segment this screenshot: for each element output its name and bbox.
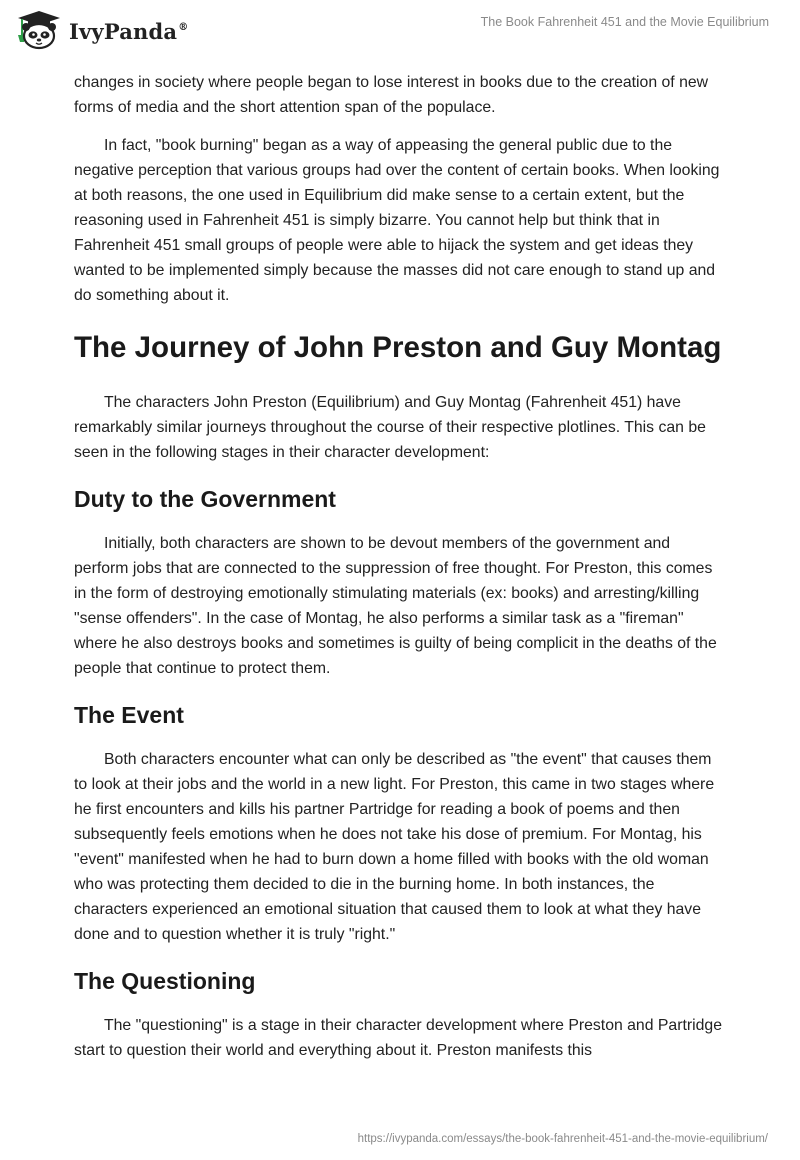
subheading-duty: Duty to the Government [74, 486, 336, 512]
section-heading-journey: The Journey of John Preston and Guy Montag [74, 331, 722, 364]
ivypanda-logo[interactable] [14, 9, 188, 51]
subheading-questioning: The Questioning [74, 968, 256, 994]
paragraph-event: Both characters encounter what can only be described as "the event" that causes them to look at their jobs and the world in a new light. For Preston, this came in two stages where he first encounters and kills his partner Partridge for reading a book of poems and then subsequently feels emotions when he does not take his dose of premium. For Montag, his "event" manifested when he had to burn down a home filled with books with the old woman who was protecting them decided to die in the burning home. In both instances, the characters experienced an emotional situation that caused them to look at what they have done and to question whether it is truly "right." [74, 751, 715, 943]
document-title: The Book Fahrenheit 451 and the Movie Equilibrium [480, 15, 769, 29]
page-header [0, 0, 800, 70]
paragraph-duty: Initially, both characters are shown to be devout members of the government and perform jobs that are connected to the suppression of free thought. For Preston, this comes in the form of destroying emotionally stimulating materials (ex: books) and arresting/killing "sense offenders". In the case of Montag, he also performs a similar task as a "fireman" where he also destroys books and sometimes is guilty of being complicit in the deaths of the people that continue to protect them. [74, 535, 717, 677]
essay-content [74, 70, 726, 1076]
source-url[interactable]: https://ivypanda.com/essays/the-book-fahrenheit-451-and-the-movie-equilibrium/ [357, 1133, 768, 1145]
brand-name: IvyPanda® [69, 18, 189, 44]
subheading-event: The Event [74, 702, 184, 728]
paragraph-book-burning: In fact, "book burning" began as a way of appeasing the general public due to the negative perception that various groups had over the content of certain books. When looking at both reasons, the one used in Equilibrium did make sense to a certain extent, but the reasoning used in Fahrenheit 451 is simply bizarre. You cannot help but think that in Fahrenheit 451 small groups of people were able to hijack the system and get ideas they wanted to be implemented simply because the masses did not care enough to stand up and do something about it. [74, 137, 720, 304]
paragraph-continued: changes in society where people began to lose interest in books due to the creation of new forms of media and the short attention span of the populace. [74, 74, 709, 116]
paragraph-questioning: The "questioning" is a stage in their character development where Preston and Partridge start to question their world and everything about it. Preston manifests this [74, 1017, 722, 1059]
registered-mark: ® [178, 21, 189, 33]
panda-graduate-icon [14, 9, 64, 51]
paragraph-journey: The characters John Preston (Equilibrium) and Guy Montag (Fahrenheit 451) have remarkably similar journeys throughout the course of their respective plotlines. This can be seen in the following stages in their character development: [74, 394, 706, 461]
